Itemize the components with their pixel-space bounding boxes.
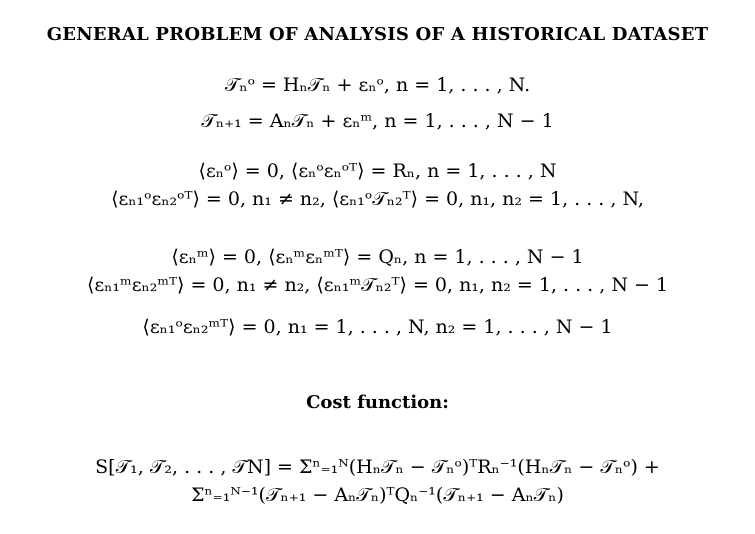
- cost-function-line-1: S[𝒯₁, 𝒯₂, . . . , 𝒯N] = Σⁿ₌₁ᴺ(Hₙ𝒯ₙ − 𝒯ₙᵒ)ᵀRₙ⁻¹(Hₙ𝒯ₙ − 𝒯ₙᵒ) +: [95, 456, 660, 478]
- obs-error-statistics: ⟨εₙᵒ⟩ = 0, ⟨εₙᵒεₙᵒᵀ⟩ = Rₙ, n = 1, . . . , N: [198, 160, 557, 182]
- model-equation: 𝒯ₙ₊₁ = Aₙ𝒯ₙ + εₙᵐ, n = 1, . . . , N − 1: [201, 110, 554, 132]
- obs-error-correlations: ⟨εₙ₁ᵒεₙ₂ᵒᵀ⟩ = 0, n₁ ≠ n₂, ⟨εₙ₁ᵒ𝒯ₙ₂ᵀ⟩ = 0, n₁, n₂ = 1, . . . , N,: [111, 188, 644, 210]
- slide-title: GENERAL PROBLEM OF ANALYSIS OF A HISTORICAL DATASET: [46, 24, 709, 45]
- cross-error-correlations: ⟨εₙ₁ᵒεₙ₂ᵐᵀ⟩ = 0, n₁ = 1, . . . , N, n₂ = 1, . . . , N − 1: [142, 316, 613, 338]
- observation-equation: 𝒯ₙᵒ = Hₙ𝒯ₙ + εₙᵒ, n = 1, . . . , N.: [224, 74, 531, 96]
- cost-function-line-2: Σⁿ₌₁ᴺ⁻¹(𝒯ₙ₊₁ − Aₙ𝒯ₙ)ᵀQₙ⁻¹(𝒯ₙ₊₁ − Aₙ𝒯ₙ): [191, 484, 564, 506]
- cost-function-heading: Cost function:: [306, 392, 449, 413]
- model-error-statistics: ⟨εₙᵐ⟩ = 0, ⟨εₙᵐεₙᵐᵀ⟩ = Qₙ, n = 1, . . . , N − 1: [171, 246, 584, 268]
- model-error-correlations: ⟨εₙ₁ᵐεₙ₂ᵐᵀ⟩ = 0, n₁ ≠ n₂, ⟨εₙ₁ᵐ𝒯ₙ₂ᵀ⟩ = 0, n₁, n₂ = 1, . . . , N − 1: [86, 274, 669, 296]
